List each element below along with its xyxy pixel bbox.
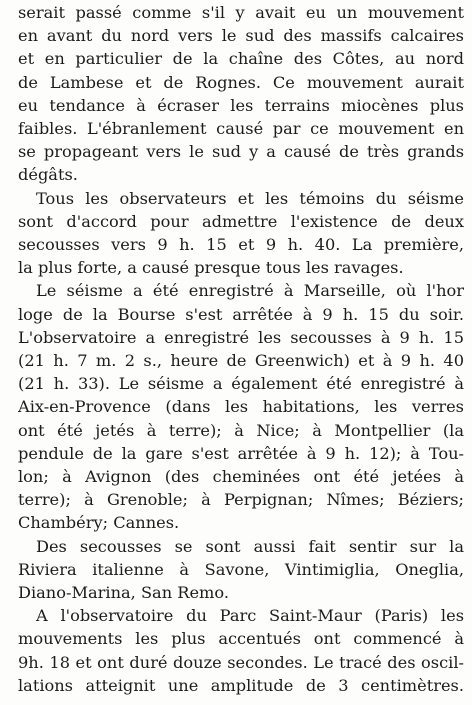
paragraph-2 — [18, 187, 464, 280]
text-line: (21 h. 33). Le séisme a également été enregistré à — [18, 374, 464, 394]
text-line: serait passé comme s'il y avait eu un mouvement — [18, 3, 464, 22]
text-line: Aix-en-Provence (dans les habitations, les verres — [18, 397, 464, 417]
text-line: Le séisme a été enregistré à Marseille, où l'hor — [36, 281, 464, 301]
paragraph-1 — [18, 1, 464, 187]
text-line: (21 h. 7 m. 2 s., heure de Greenwich) et à 9 h. 40 — [18, 351, 464, 371]
text-line: Chambéry; Cannes. — [18, 513, 180, 533]
text-line: la plus forte, a causé presque tous les ravages. — [18, 258, 404, 278]
text-line: lon; à Avignon (des cheminées ont été jetées à — [18, 467, 464, 487]
text-line: ont été jetés à terre); à Nice; à Montpellier (la — [18, 420, 464, 440]
document-body — [18, 0, 464, 697]
text-line: 9h. 18 et ont duré douze secondes. Le tracé des oscil- — [18, 652, 464, 672]
text-line: pendule de la gare s'est arrêtée à 9 h. 12); à Tou- — [18, 443, 464, 463]
text-line: de Lambese et de Rognes. Ce mouvement aurait — [18, 72, 464, 92]
paragraph-3 — [18, 279, 464, 534]
paragraph-5 — [18, 604, 464, 697]
text-line: et en particulier de la chaîne des Côtes, au nord — [18, 49, 464, 69]
text-line: dégâts. — [18, 165, 78, 185]
text-line: terre); à Grenoble; à Perpignan; Nîmes; Béziers; — [18, 490, 464, 510]
text-line: Diano-Marina, San Remo. — [18, 583, 229, 603]
text-line: A l'observatoire du Parc Saint-Maur (Paris) les — [36, 606, 464, 626]
text-line: en avant du nord vers le sud des massifs calcaires — [18, 26, 464, 46]
text-line: Tous les observateurs et les témoins du séisme — [36, 188, 464, 208]
text-line: mouvements les plus accentués ont commencé à — [18, 629, 464, 649]
text-line: Riviera italienne à Savone, Vintimiglia, Oneglia, — [18, 559, 464, 579]
text-line: faibles. L'ébranlement causé par ce mouvement en — [18, 119, 464, 139]
text-line: loge de la Bourse s'est arrêtée à 9 h. 15 du soir. — [18, 304, 464, 324]
text-line: se propageant vers le sud y a causé de très grands — [18, 142, 464, 162]
text-line: secousses vers 9 h. 15 et 9 h. 40. La première, — [18, 235, 464, 255]
text-line: sont d'accord pour admettre l'existence de deux — [18, 211, 464, 231]
text-line: eu tendance à écraser les terrains miocènes plus — [18, 95, 464, 115]
text-line: L'observatoire a enregistré les secousses à 9 h. 15 — [18, 327, 464, 347]
text-line: Des secousses se sont aussi fait sentir sur la — [36, 536, 464, 556]
paragraph-4 — [18, 535, 464, 605]
text-line: lations atteignit une amplitude de 3 centimètres. — [18, 675, 464, 695]
